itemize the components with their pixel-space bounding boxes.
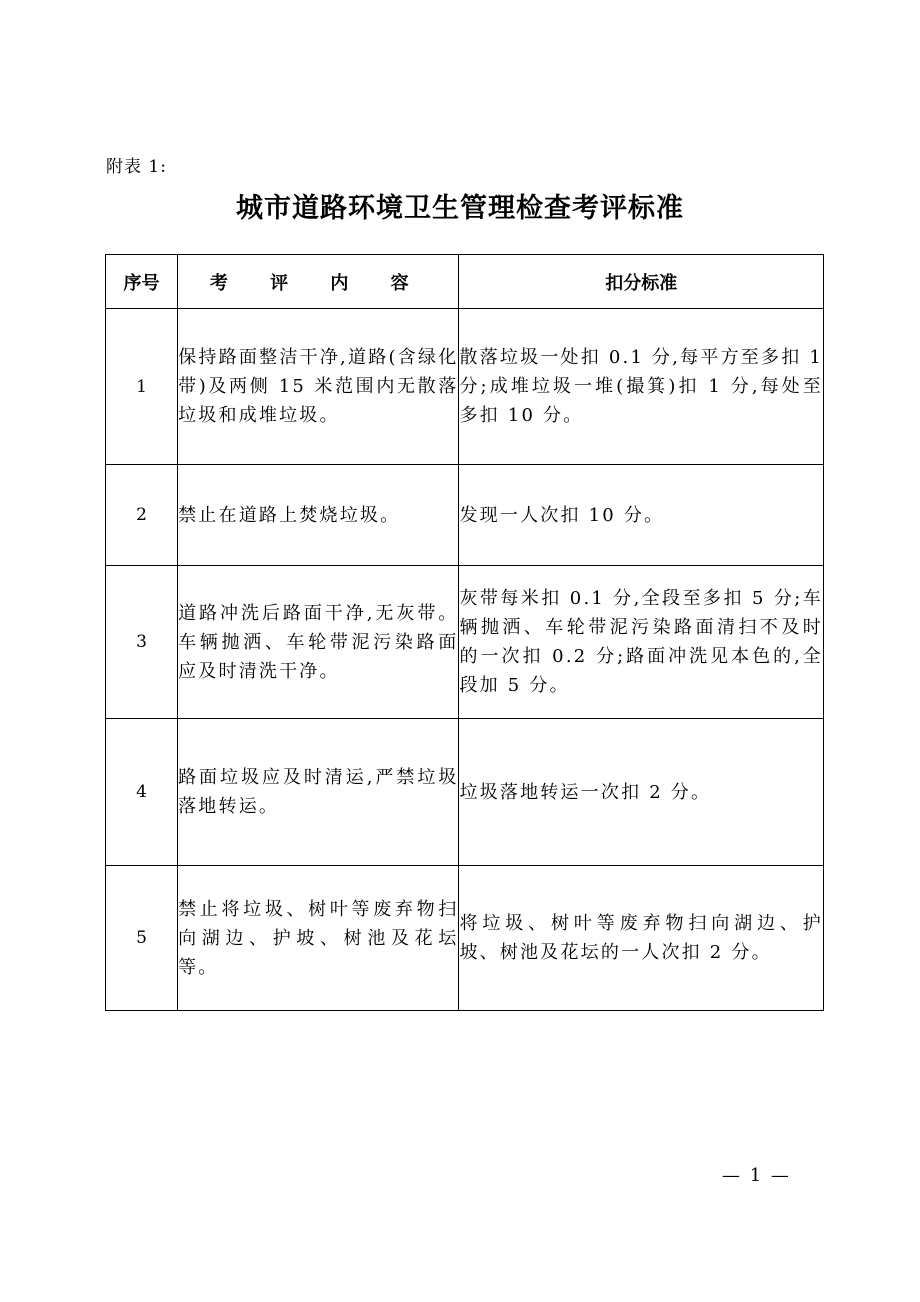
row-serial-number: 4: [106, 719, 178, 866]
table-row: [106, 309, 824, 465]
table-row: [106, 866, 824, 1011]
row-serial-number: 5: [106, 866, 178, 1011]
header-evaluation-content: 考 评 内 容: [178, 255, 459, 309]
row-deduction-standard: 将垃圾、树叶等废弃物扫向湖边、护坡、树池及花坛的一人次扣 2 分。: [459, 866, 824, 1011]
row-deduction-standard: 发现一人次扣 10 分。: [459, 465, 824, 566]
row-deduction-standard: 垃圾落地转运一次扣 2 分。: [459, 719, 824, 866]
row-evaluation-content: 禁止将垃圾、树叶等废弃物扫向湖边、护坡、树池及花坛等。: [178, 866, 459, 1011]
appendix-label: 附表 1:: [106, 157, 167, 177]
page-number: — 1 —: [722, 1165, 791, 1186]
table-header-row: [106, 255, 824, 309]
document-title: 城市道路环境卫生管理检查考评标准: [236, 193, 684, 224]
header-serial-number: 序号: [106, 255, 178, 309]
row-evaluation-content: 禁止在道路上焚烧垃圾。: [178, 465, 459, 566]
table-row: [106, 566, 824, 719]
header-deduction-standard: 扣分标准: [459, 255, 824, 309]
row-evaluation-content: 道路冲洗后路面干净,无灰带。车辆抛洒、车轮带泥污染路面应及时清洗干净。: [178, 566, 459, 719]
row-deduction-standard: 散落垃圾一处扣 0.1 分,每平方至多扣 1 分;成堆垃圾一堆(撮箕)扣 1 分,每处至多扣 10 分。: [459, 309, 824, 465]
row-evaluation-content: 路面垃圾应及时清运,严禁垃圾落地转运。: [178, 719, 459, 866]
evaluation-standards-table: [105, 254, 824, 1011]
row-serial-number: 2: [106, 465, 178, 566]
table-row: [106, 719, 824, 866]
row-serial-number: 3: [106, 566, 178, 719]
row-deduction-standard: 灰带每米扣 0.1 分,全段至多扣 5 分;车辆抛洒、车轮带泥污染路面清扫不及时的一次扣 0.2 分;路面冲洗见本色的,全段加 5 分。: [459, 566, 824, 719]
row-evaluation-content: 保持路面整洁干净,道路(含绿化带)及两侧 15 米范围内无散落垃圾和成堆垃圾。: [178, 309, 459, 465]
table-row: [106, 465, 824, 566]
row-serial-number: 1: [106, 309, 178, 465]
